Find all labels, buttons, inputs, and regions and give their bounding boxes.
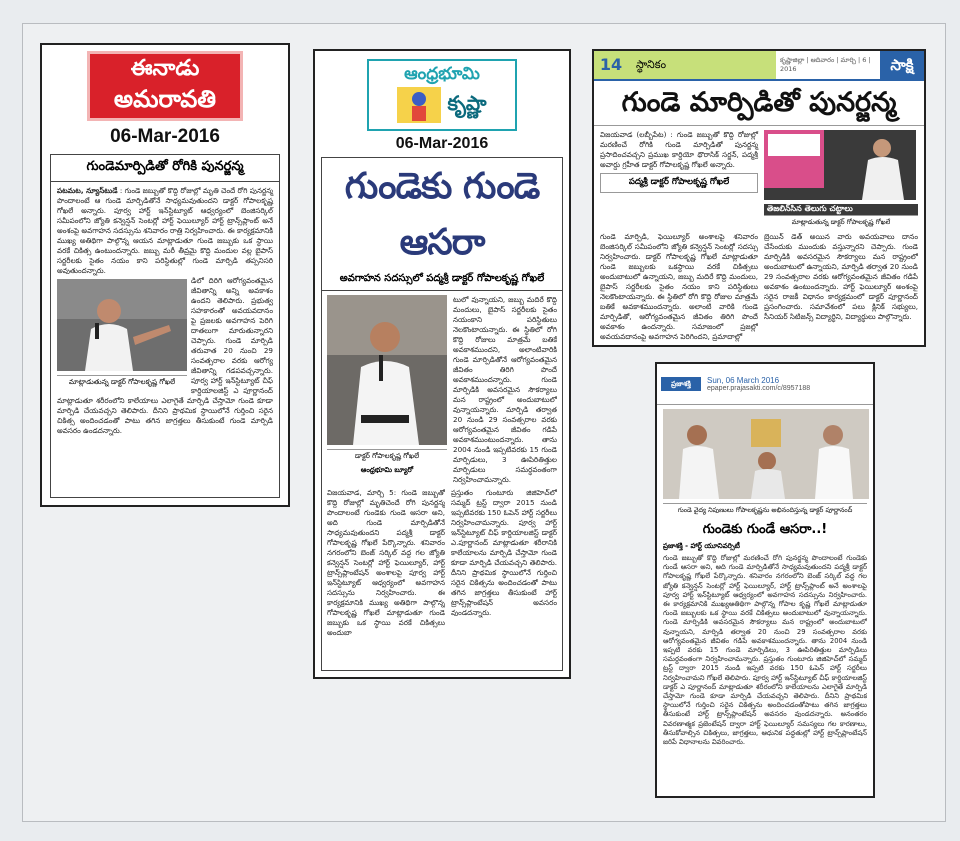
andhrabhoomi-edition: కృష్ణా — [447, 90, 487, 115]
eenadu-headline: గుండెమార్పిడితో రోగికి పునర్జన్మ — [51, 155, 279, 182]
andhrabhoomi-photo-image — [327, 295, 447, 445]
eenadu-body-2: డిలో దిరిగి ఆరోగ్యవంతమైన జీవితాన్ని అన్ని అవకాశం ఉందని తెలిపారు. ప్రభుత్వ సహకారంతో అవయవదానం పై ప్రజలకు అవగాహన పెరిగి దాతలుగా మారుతున్నారని చెప్పారు. గుండె మార్పిడి తరువాత 20 నుంచి 29 సంవత్సరాల వరకు ఆరోగ్య జీవితాన్ని గడపవచ్చన్నారు. పూర్వ హార్ట్ ఇన్‌స్టిట్యూట్ చీఫ్ కార్డియాలజిస్ట్ ఎ పూర్ణానంద్ మాట్లాడుతూ శరీరంలోని కాలేయాలు ఎలాగైతే మార్పిడి చేస్తామో గుండె కూడా మార్పిడి చేయవచ్చని తెలిపారు. దీనిని ప్రాథమిక స్థాయిలోనే గుర్తించి సరైన చికిత్స అందించడంతో పాటు తగిన జాగ్రత్తలు తీసుకుంటే గుండె మార్పిడి అవసరం ఉండదన్నారు. — [57, 276, 273, 435]
sakshi-body-right: బ్రెయిన్ డెత్ అయిన వారు అవయవాలు దానం చేసేందుకు ముందుకు వస్తున్నారని చెప్పారు. గుండె మార్పిడికి అవసరమైన సౌకర్యాలు మన రాష్ట్రంలో అందుబాటులో ఉన్నాయని, మార్పిడి తర్వాత 20 నుండి 29 సంవత్సరాల వరకు ఆరోగ్యవంతమైన జీవితం గడిపే అవకాశం ఉంటుందన్నారు. హార్ట్ ఫెయిల్యూర్ అంశంపై సరైన రాజకీ విధానం కార్యక్రమంలో డాక్టర్ పూర్ణానంద్ ప్రసంగించారు. సమావేశంలో పలు క్లినిక్ సభ్యులు, సీనియర్ సిటిజన్స్ విద్యార్థిని, విద్యార్థులు పాల్గొన్నారు. — [764, 232, 918, 321]
sakshi-photo-image — [764, 130, 916, 200]
krishna-deity-icon — [397, 87, 441, 123]
sakshi-photo-caption: మాట్లాడుతున్న డాక్టర్ గోపాలకృష్ణ గోఖలే — [764, 215, 918, 230]
andhrabhoomi-article — [321, 157, 563, 671]
sakshi-section: స్థానికం — [628, 51, 776, 79]
eenadu-masthead — [87, 51, 243, 121]
andhrabhoomi-photo-caption: డాక్టర్ గోపాలకృష్ణ గోఖలే — [327, 449, 447, 464]
andhrabhoomi-body-right: టులో వున్నాయని, జబ్బు మదిరే కొద్ది మందులు, బైపాస్ సర్జరీలకు సైతం నయంకాని పరిస్థితులు నెలకొంటాయన్నారు. ఈ స్థితిలో రోగి కొద్ది రోజులు మాత్రమే బతికే అవకాశముందని, అలాంటివారికి గుండె మార్పిడితోనే ఆరోగ్యవంతమైన జీవితం తిరిగి పొందే అవకాశముందన్నారు. గుండె మార్పిడికి అవసరమైన సౌకర్యాలు మన రాష్ట్రంలో అందుబాటులో వున్నాయన్నారు. మార్పిడి తర్వాత 20 నుండి 29 సంవత్సరాల వరకు ఆరోగ్యవంతమైన జీవితం గడిపే అవకాశముంటుందన్నారు. తాను 2004 నుండి ఇప్పటివరకు 15 గుండె మార్పిడులు, 3 ఊపిరితిత్తుల మార్పిడులు సమర్థవంతంగా నిర్వహించామన్నారు. — [453, 295, 557, 484]
prajasakti-photo-caption: గుండె వైద్య నిపుణులు గోపాలకృష్ణను అభినందిస్తున్న డాక్టర్ పూర్ణానంద్ — [663, 503, 867, 518]
prajasakti-logo: ప్రజాశక్తి — [661, 377, 701, 391]
andhrabhoomi-headline: గుండెకు గుండె ఆసరా — [344, 165, 540, 263]
eenadu-photo-caption: మాట్లాడుతున్న డాక్టర్ గోపాలకృష్ణ గోఖలే — [57, 375, 187, 390]
eenadu-masthead-top: ఈనాడు — [130, 56, 200, 81]
andhrabhoomi-body-bottom: ప్రస్తుతం గుంటూరు జిజిహెచ్‌లో సమ్మద్ ట్రస్ట్ ద్వారా 2015 నుండి ఇప్పటివరకు 150 ఓపెన్ హార్ట్ సర్జరీలు నిర్వహించామన్నారు. పూర్వ హార్ట్ ఇన్‌స్టిట్యూట్ చీఫ్ కార్డియాలజిస్ట్ డాక్టర్ ఎ.పూర్ణానంద్ మాట్లాడుతూ శరీరానికి కాలేయాలను మార్పిడి చేస్తామో గుండె కూడా మార్పిడి చేయవచ్చని తెలిపారు. దీనిని ప్రాథమిక స్థాయిలోనే గుర్తించి సరైన చికిత్సను అందించడంతో పాటు తగిన జాగ్రత్తలు తీసుకుంటే హార్ట్ ట్రాన్స్‌ప్లాంటేషన్ అవసరం వుండదన్నారు. — [451, 488, 557, 617]
sakshi-logo: సాక్షి — [880, 51, 924, 79]
eenadu-body-1: గుండె జబ్బుతో కొద్ది రోజుల్లో మృతి చెందే రోగి పునర్జన్మ పొందాలంటే ఆ గుండె మార్పిడితోనే సాధ్యమవుతుందని డాక్టర్ గోపాలకృష్ణ గోఖలే అన్నారు. పూర్వ హార్ట్ ఇన్‌స్టిట్యూట్ ఆధ్వర్యంలో బెంజిసర్కిల్ సమీపంలోని జ్యోతి కన్వెన్షన్ సెంటర్లో హార్ట్ ఫెయిల్యూర్ హార్ట్ ట్రాన్స్‌ప్లాంట్ అనే అంశంపై అవగాహన సదస్సును శనివారం రాత్రి నిర్వహించారు. ఈ కార్యక్రమానికి ముఖ్య అతిథిగా పాల్గొన్న ఆయన మాట్లాడుతూ గుండె జబ్బుకు ఒక స్థాయి వరకే చికిత్స ఉంటుందన్నారు. జబ్బు మరీ తీవ్రమై కొద్ది మందుల వల్ల బైపాస్ సర్జరీలకు సైతం నయం కాని పరిస్థితుల్లో గుండె మార్పిడి తప్పనిసరి అవుతుందన్నారు. — [57, 186, 273, 275]
clippings-board — [22, 23, 946, 822]
prajasakti-header — [657, 364, 873, 405]
eenadu-masthead-bottom: అమరావతి — [113, 85, 217, 113]
eenadu-photo — [57, 279, 187, 390]
prajasakti-clipping — [655, 362, 875, 798]
sakshi-edition-info: కృష్ణాజిల్లా | ఆదివారం | మార్చి | 6 | 2016 — [780, 56, 871, 73]
prajasakti-photo-image — [663, 409, 869, 499]
andhrabhoomi-subheadline: అవగాహన సదస్సులో పద్మశ్రీ డాక్టర్ గోపాలకృష్ణ గోఖలే — [322, 270, 562, 291]
sakshi-body-top: విజయవాడ (లబ్బీపేట) : గుండె జబ్బుతో కొద్ది రోజుల్లో మరణించే రోగికి గుండె మార్పిడితో పునర్జన్మ ప్రసాదించవచ్చని ప్రముఖ కార్డియో థొరాసిక్ సర్జన్, పద్మశ్రీ అవార్డు గ్రహీత డాక్టర్ గోపాలకృష్ణ గోఖలే అన్నారు. — [600, 130, 758, 169]
sakshi-clipping — [592, 49, 926, 347]
sakshi-page-number: 14 — [594, 51, 628, 79]
andhrabhoomi-clipping — [313, 49, 571, 679]
andhrabhoomi-byline: ఆంధ్రభూమి బ్యూరో — [327, 464, 447, 478]
andhrabhoomi-masthead — [367, 59, 517, 131]
andhrabhoomi-body-left: విజయవాడ, మార్చి 5: గుండె జబ్బుతో కొద్ది రోజుల్లో మృతిచెందే రోగి పునర్జన్మ పొందాలంటే గుండెకు గుండె ఆసరా అని, అది గుండె మార్పిడితోనే సాధ్యమవుతుందని పద్మశ్రీ డాక్టర్ గోపాలకృష్ణ గోఖలే పేర్కొన్నారు. శనివారం నగరంలోని బెంజ్ సర్కిల్ వద్ద గల జ్యోతి కన్వెన్షన్ సెంటర్లో హార్ట్ ఫెయిల్యూర్, హార్ట్ ట్రాన్స్‌ప్లాంటేషన్ అంశాలపై పూర్వ హార్ట్ ఇన్‌స్టిట్యూట్ ఆధ్వర్యంలో అవగాహన సదస్సును నిర్వహించారు. ఈ కార్యక్రమానికి ముఖ్య అతిథిగా పాల్గొన్న గోపాలకృష్ణ గోఖలే మాట్లాడుతూ గుండె జబ్బుకు ఒక స్థాయి వరకే చికిత్సలు అందుబా — [327, 488, 445, 637]
andhrabhoomi-logo: ఆంధ్రభూమి — [404, 64, 480, 84]
andhrabhoomi-date: 06-Mar-2016 — [395, 135, 489, 152]
sakshi-header — [594, 51, 924, 81]
sakshi-photo-banner: తెజలిన్‌సిన తెలుగు చట్టాలు — [764, 204, 918, 215]
prajasakti-byline: ప్రజాశక్తి - హార్ట్ యూనివర్సిటీ — [663, 542, 740, 550]
prajasakti-body: గుండె జబ్బుతో కొద్ది రోజుల్లో మరణించే రోగి పునర్జన్మ పొందాలంటే గుండెకు గుండే ఆసరా అని, అది గుండె మార్పిడితోనే సాధ్యమవుతుందని పద్మశ్రీ డాక్టర్ గోపాలకృష్ణ గోఖలే పేర్కొన్నారు. శనివారం నగరంలోని బెంజ్ సర్కిల్ వద్ద గల జ్యోతి కన్వెన్షన్ సెంటర్లో హార్ట్ ఫెయిల్యూర్, హార్ట్ ట్రాన్స్‌ప్లాంట్ అనే అంశాలపై పూర్వ హార్ట్ ఇన్‌స్టిట్యూట్ ఆధ్వర్యంలో అవగాహన సదస్సును నిర్వహించారు. ఈ కార్యక్రమానికి ముఖ్యఅతిథిగా పాల్గొన్న గోపాల కృష్ణ గోఖలే మాట్లాడుతూ గుండె జబ్బులకు ఒక స్థాయి వరకే చికిత్సలు అందుబాటులో వున్నాయన్నారు. గుండె మార్పిడికి అవసరమైన సౌకర్యాలు మన రాష్ట్రంలో అందుబాటులో వున్నాయని, మార్పిడి తర్వాత 20 నుంచి 29 సంవత్సరాల వరకు ఆరోగ్యవంతమైన జీవితం గడిపే అవకాశముందన్నారు. తాను 2004 నుండి ఇప్పటి వరకు 15 గుండె మార్పిడిలు, 3 ఊపిరితిత్తుల మార్పిడిలు సమర్థవంతంగా నిర్వహించామన్నారు. ప్రస్తుతం గుంటూరు జిజిహెచ్‌లో సమ్మద్ ట్రస్ట్ ద్వారా 2015 నుండి ఇప్పటి వరకు 150 ఓపెన్ హార్ట్ సర్జరీలు నిర్వహించామని గోఖలే తెలిపారు. పూర్వ హార్ట్ ఇన్‌స్టిట్యూట్ చీఫ్ కార్డియాలజిస్ట్ డాక్టర్ ఎ పూర్ణానంద్ మాట్లాడుతూ శరీరంలోని కాలేయాలను ఎలాగైతే మార్పిడి చేస్తామో గుండె కూడా మార్పిడి చేయవచ్చని తెలిపారు. దీనిని ప్రాథమిక స్థాయిలోనే గుర్తించి సరైన చికిత్సను అందించడంతోపాటు తగిన జాగ్రత్తలు తీసుకుంటే హార్ట్ ట్రాన్స్‌ప్లాంటేషన్ అవసరం వుండదన్నారు. అనంతరం వివరణాత్మక ప్రజెంటేషన్ ద్వారా హార్ట్ ఫెయిల్యూర్ సమస్యలు గల కారణాలు, తీసుకోవాల్సిన చికిత్సలు, జాగ్రత్తలు, ఆధునిక పద్ధతుల్లో హార్ట్ ట్రాన్స్‌ప్లాంటేషన్ జరిపే విధానాలను వివరించారు. — [663, 554, 867, 747]
sakshi-headline: గుండె మార్పిడితో పునర్జన్మ — [594, 81, 924, 126]
eenadu-photo-image — [57, 279, 187, 371]
prajasakti-headline: గుండెకు గుండే ఆసరా..! — [702, 522, 828, 537]
eenadu-dateline: పటమట, న్యూస్‌టుడే — [57, 186, 118, 195]
prajasakti-date: Sun, 06 March 2016 — [707, 376, 780, 385]
eenadu-date: 06-Mar-2016 — [110, 126, 220, 147]
eenadu-article: గుండెమార్పిడితో రోగికి పునర్జన్మ పటమట, న్యూస్‌టుడే : గుండె జబ్బుతో కొద్ది రోజుల్లో మృతి చెందే రోగి పునర్జన్మ పొందాలంటే ఆ గుండె మార్పిడితోనే సాధ్యమవుతుందని డాక్టర్ గోపాలకృష్ణ గోఖలే అన్నారు. పూర్వ హార్ట్ ఇన్‌స్టిట్యూట్ ఆధ్వర్యంలో బెంజిసర్కిల్ సమీపంలోని జ్యోతి కన్వెన్షన్ సెంటర్లో హార్ట్ ఫెయిల్యూర్ హార్ట్ ట్రాన్స్‌ప్లాంట్ అనే అంశంపై అవగాహన సదస్సును శనివారం రాత్రి నిర్వహించారు. ఈ కార్యక్రమానికి ముఖ్య అతిథిగా పాల్గొన్న ఆయన మాట్లాడుతూ గుండె జబ్బుకు ఒక స్థాయి వరకే చికిత్స ఉంటుందన్నారు. జబ్బు మరీ తీవ్రమై కొద్ది మందుల వల్ల బైపాస్ సర్జరీలకు సైతం నయం కాని పరిస్థితుల్లో గుండె మార్పిడి తప్పనిసరి అవుతుందన్నారు. మాట్లాడుతున్న డాక్టర్ గోపాలకృష్ణ గోఖలే డిలో దిరిగి ఆరోగ్యవంతమైన జీవితాన్ని అన్ని అవకాశం ఉందని తెలిపారు. ప్రభుత్వ సహకారంతో అవయవదానం పై ప్రజలకు అవగాహన పెరిగి దాతలుగా మారుతున్నారని చెప్పారు. గుండె మార్పిడి తరువాత 20 నుంచి 29 సంవత్సరాల వరకు ఆరోగ్య జీవితాన్ని గడపవచ్చన్నారు. పూర్వ హార్ట్ ఇన్‌స్టిట్యూట్ చీఫ్ కార్డియాలజిస్ట్ ఎ పూర్ణానంద్ మాట్లాడుతూ శరీరంలోని కాలేయాలు ఎలాగైతే మార్పిడి చేస్తామో గుండె కూడా మార్పిడి చేయవచ్చని తెలిపారు. దీనిని ప్రాథమిక స్థాయిలోనే గుర్తించి సరైన చికిత్స అందించడంతో పాటు తగిన జాగ్రత్తలు తీసుకుంటే గుండె మార్పిడి అవసరం ఉండదన్నారు. — [50, 154, 280, 498]
sakshi-subhead: పద్మశ్రీ డాక్టర్ గోపాలకృష్ణ గోఖలే — [600, 173, 758, 193]
prajasakti-url: epaper.prajasakti.com/c/8957188 — [707, 385, 811, 392]
eenadu-clipping — [40, 43, 290, 507]
sakshi-body-left: గుండె మార్పిడి, ఫెయిల్యూర్ అంశాలపై శనివారం బెంజిసర్కిల్ సమీపంలోని జ్యోతి కన్వెన్షన్ సెంటర్లో సదస్సు నిర్వహించారు. డాక్టర్ గోపాలకృష్ణ గోఖలే మాట్లాడుతూ గుండె జబ్బులకు ఒకస్థాయి వరకే చికిత్సలు అందుబాటులో ఉన్నాయని, జబ్బు మదిరే కొద్ది మందులు, బైపాస్ సర్జరీలకు సైతం నయం కాని పరిస్థితులు నెలకొంటాయన్నారు. ఈ స్థితిలో రోగి కొద్ది రోజుల మాత్రమే బతికే అవకాశముందన్నారు. అలాంటి వారికి గుండె మార్పిడితో, ఆరోగ్యవంతమైన జీవితం తిరిగి పొందే అవకాశం ఉందన్నారు. సమాజంలో ప్రజల్లో అవయవదానంపై అవగాహన పెరిగిందని, ప్రమాదాల్లో — [600, 232, 758, 341]
